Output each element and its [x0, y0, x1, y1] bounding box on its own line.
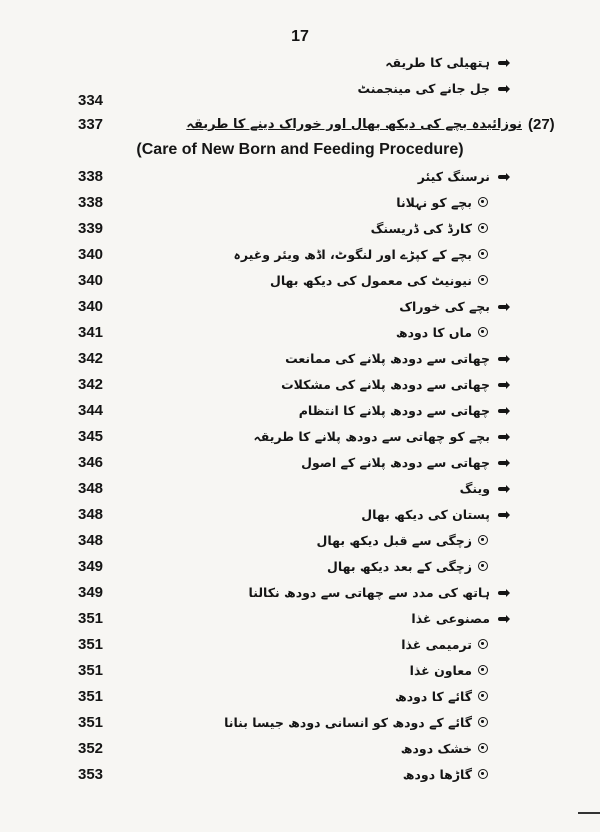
toc-page-number: 351 [78, 688, 104, 705]
toc-row [0, 242, 600, 268]
toc-entry-text: ماں کا دودھ [395, 325, 472, 340]
toc-entry-text: گائے کا دودھ [395, 689, 472, 704]
toc-entry-text: چھاتی سے دودھ پلانے کا انتظام [298, 403, 490, 418]
toc-page-number: 349 [78, 558, 104, 575]
toc-row [0, 424, 600, 450]
toc-page-number: 337 [78, 116, 104, 133]
chapter-title: نوزائیدہ بچے کی دیکھ بھال اور خوراک دینے کا طریقہ [186, 117, 522, 132]
arrow-bullet-icon [498, 617, 508, 621]
toc-row [0, 164, 600, 190]
circle-bullet-icon [478, 249, 488, 259]
circle-bullet-icon [478, 197, 488, 207]
toc-page-number: 352 [78, 740, 104, 757]
circle-bullet-icon [478, 535, 488, 545]
toc-page-number: 345 [78, 428, 104, 445]
toc-entry-text: زچگی سے قبل دیکھ بھال [316, 533, 472, 548]
toc-page-number: 351 [78, 714, 104, 731]
arrow-bullet-icon [498, 357, 508, 361]
circle-bullet-icon [478, 665, 488, 675]
circle-bullet-icon [478, 769, 488, 779]
toc-page-number: 342 [78, 376, 104, 393]
toc-entry-text: چھاتی سے دودھ پلانے کے اصول [301, 455, 490, 470]
toc-row [0, 112, 600, 138]
toc-row [0, 554, 600, 580]
arrow-bullet-icon [498, 435, 508, 439]
toc-entry-text: معاون غذا [409, 663, 472, 678]
arrow-bullet-icon [498, 383, 508, 387]
toc-entry-text: مصنوعی غذا [411, 611, 490, 626]
toc-row [0, 580, 600, 606]
toc-entry-text: پستان کی دیکھ بھال [361, 507, 490, 522]
toc-page-number: 353 [78, 766, 104, 783]
toc-entry-text: بچے کے کپڑے اور لنگوٹ، اڈھ ویئر وغیرہ [233, 247, 472, 262]
arrow-bullet-icon [498, 513, 508, 517]
english-subtitle: (Care of New Born and Feeding Procedure) [136, 141, 464, 158]
circle-bullet-icon [478, 275, 488, 285]
toc-row [0, 268, 600, 294]
toc-page-number: 340 [78, 298, 104, 315]
circle-bullet-icon [478, 691, 488, 701]
circle-bullet-icon [478, 639, 488, 649]
toc-page-number: 349 [78, 584, 104, 601]
toc-page-number: 340 [78, 246, 104, 263]
toc-page-number: 341 [78, 324, 104, 341]
toc-entry-text: گائے کے دودھ کو انسانی دودھ جیسا بنانا [224, 715, 472, 730]
circle-bullet-icon [478, 743, 488, 753]
toc-row [0, 398, 600, 424]
arrow-bullet-icon [498, 175, 508, 179]
toc-row [0, 710, 600, 736]
toc-row [0, 190, 600, 216]
toc-row [0, 762, 600, 788]
toc-page-number: 348 [78, 480, 104, 497]
toc-page-number: 338 [78, 194, 104, 211]
arrow-bullet-icon [498, 591, 508, 595]
toc-entry-text: کارڈ کی ڈریسنگ [370, 221, 472, 236]
arrow-bullet-icon [498, 305, 508, 309]
toc-page-number: 342 [78, 350, 104, 367]
toc-entry-text: ہاتھ کی مدد سے چھاتی سے دودھ نکالنا [248, 585, 490, 600]
toc-row [0, 736, 600, 762]
arrow-bullet-icon [498, 487, 508, 491]
toc-row [0, 372, 600, 398]
circle-bullet-icon [478, 223, 488, 233]
toc-entry-text: نرسنگ کیئر [417, 169, 490, 184]
toc-row [0, 528, 600, 554]
toc-page-number: 338 [78, 168, 104, 185]
toc-row [0, 684, 600, 710]
toc-entry-text: ہتھیلی کا طریقہ [385, 55, 490, 70]
page-number: 17 [291, 28, 309, 45]
toc-row [0, 632, 600, 658]
toc-page-number: 351 [78, 610, 104, 627]
circle-bullet-icon [478, 717, 488, 727]
toc-row [0, 88, 600, 114]
toc-entry-text: خشک دودھ [400, 741, 472, 756]
toc-entry-text: چھاتی سے دودھ پلانے کی ممانعت [285, 351, 490, 366]
toc-entry-text: بچے کو نہلانا [396, 195, 472, 210]
toc-row [0, 294, 600, 320]
toc-page-number: 344 [78, 402, 104, 419]
arrow-bullet-icon [498, 409, 508, 413]
toc-page-number: 339 [78, 220, 104, 237]
toc-row [0, 476, 600, 502]
toc-row [0, 320, 600, 346]
toc-entry-text: گاڑھا دودھ [402, 767, 472, 782]
toc-row [0, 216, 600, 242]
chapter-number: (27) [528, 116, 555, 133]
arrow-bullet-icon [498, 61, 508, 65]
circle-bullet-icon [478, 561, 488, 571]
toc-entry-text: جل جانے کی مینجمنٹ [357, 81, 490, 96]
toc-row [0, 658, 600, 684]
edge-mark [578, 812, 600, 814]
toc-page-number: 351 [78, 662, 104, 679]
toc-page-number: 346 [78, 454, 104, 471]
toc-row [0, 502, 600, 528]
arrow-bullet-icon [498, 461, 508, 465]
toc-page-number: 348 [78, 506, 104, 523]
toc-page-number: 351 [78, 636, 104, 653]
toc-entry-text: وینگ [459, 481, 490, 496]
toc-entry-text: بچے کو چھاتی سے دودھ پلانے کا طریقہ [253, 429, 490, 444]
toc-row [0, 50, 600, 76]
toc-page-number: 348 [78, 532, 104, 549]
toc-entry-text: بچے کی خوراک [399, 299, 490, 314]
toc-entry-text: چھاتی سے دودھ پلانے کی مشکلات [281, 377, 490, 392]
toc-row [0, 346, 600, 372]
toc-page-number: 340 [78, 272, 104, 289]
toc-entry-text: زچگی کے بعد دیکھ بھال [327, 559, 472, 574]
toc-entry-text: نیونیٹ کی معمول کی دیکھ بھال [270, 273, 472, 288]
toc-row [0, 606, 600, 632]
toc-entry-text: ترمیمی غذا [401, 637, 472, 652]
circle-bullet-icon [478, 327, 488, 337]
toc-page-number: 334 [78, 92, 104, 109]
toc-row [0, 450, 600, 476]
